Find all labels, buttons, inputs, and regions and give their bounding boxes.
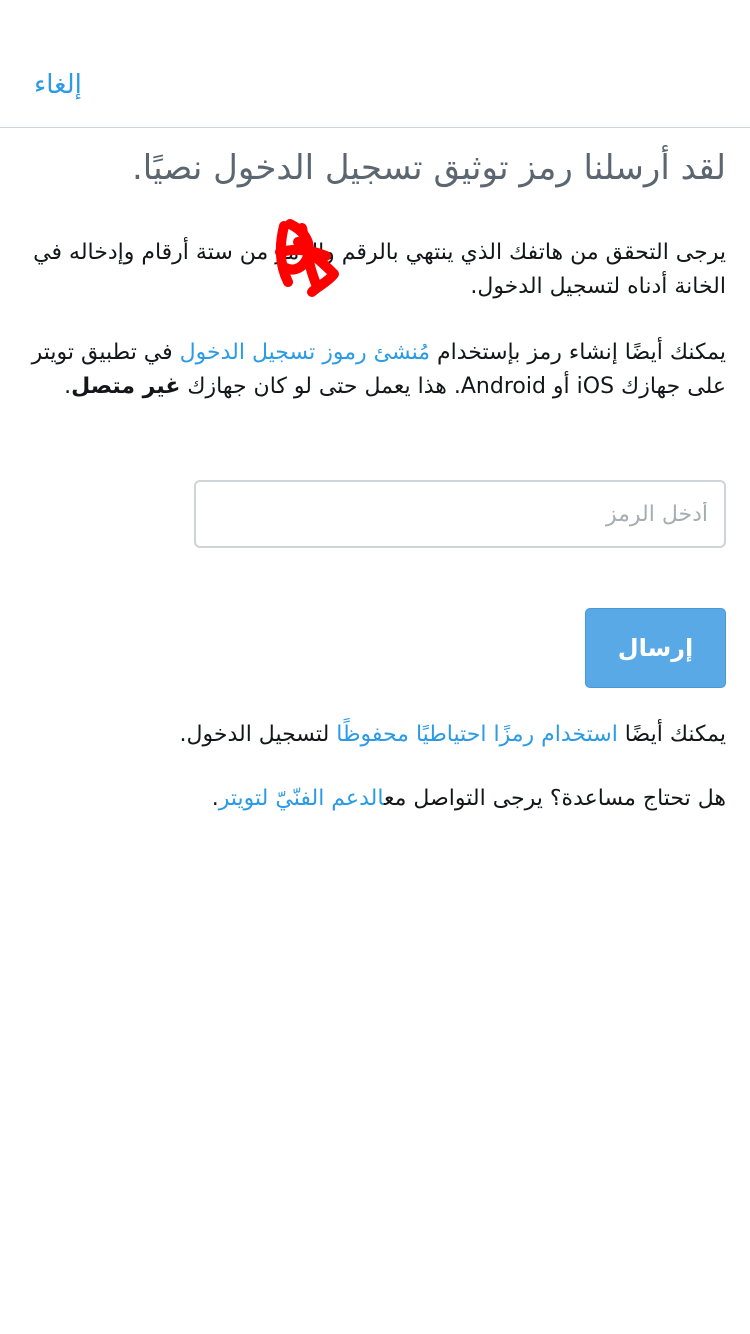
generator-text-middle: في تطبيق تويتر على جهازك iOS أو Android. هذا يعمل حتى لو كان جهازك xyxy=(31,340,726,399)
offline-emphasis: غير متصل xyxy=(71,374,181,399)
login-code-generator-link[interactable]: مُنشئ رموز تسجيل الدخول xyxy=(179,340,430,365)
twitter-support-link[interactable]: الدعم الفنّيّ لتويتر xyxy=(218,786,385,811)
generator-text-prefix: يمكنك أيضًا إنشاء رمز بإستخدام xyxy=(430,340,726,365)
verification-instructions: يرجى التحقق من هاتفك الذي ينتهي بالرقم والرمز من ستة أرقام وإدخاله في الخانة أدناه لتسجيل الدخول. xyxy=(33,240,726,299)
help-line xyxy=(212,782,726,816)
submit-button-label: إرسال xyxy=(617,634,694,662)
help-text-suffix: . xyxy=(211,786,219,811)
backup-text-suffix: لتسجيل الدخول. xyxy=(179,722,337,747)
main-content xyxy=(24,140,726,399)
page-title: لقد أرسلنا رمز توثيق تسجيل الدخول نصيًا. xyxy=(131,148,726,188)
backup-text-prefix: يمكنك أيضًا xyxy=(617,722,726,747)
code-input[interactable] xyxy=(196,482,724,546)
generator-instructions xyxy=(24,336,726,404)
cancel-button[interactable]: إلغاء xyxy=(34,70,82,100)
top-navigation-bar xyxy=(0,0,750,128)
backup-code-link[interactable]: استخدام رمزًا احتياطيًا محفوظًا xyxy=(336,722,618,747)
help-text-prefix: هل تحتاج مساعدة؟ يرجى التواصل مع xyxy=(384,786,726,811)
submit-button[interactable] xyxy=(585,608,726,688)
redaction-scribble xyxy=(250,212,346,298)
code-input-container xyxy=(194,480,726,548)
generator-text-suffix: . xyxy=(64,374,72,399)
backup-code-line xyxy=(180,718,727,752)
